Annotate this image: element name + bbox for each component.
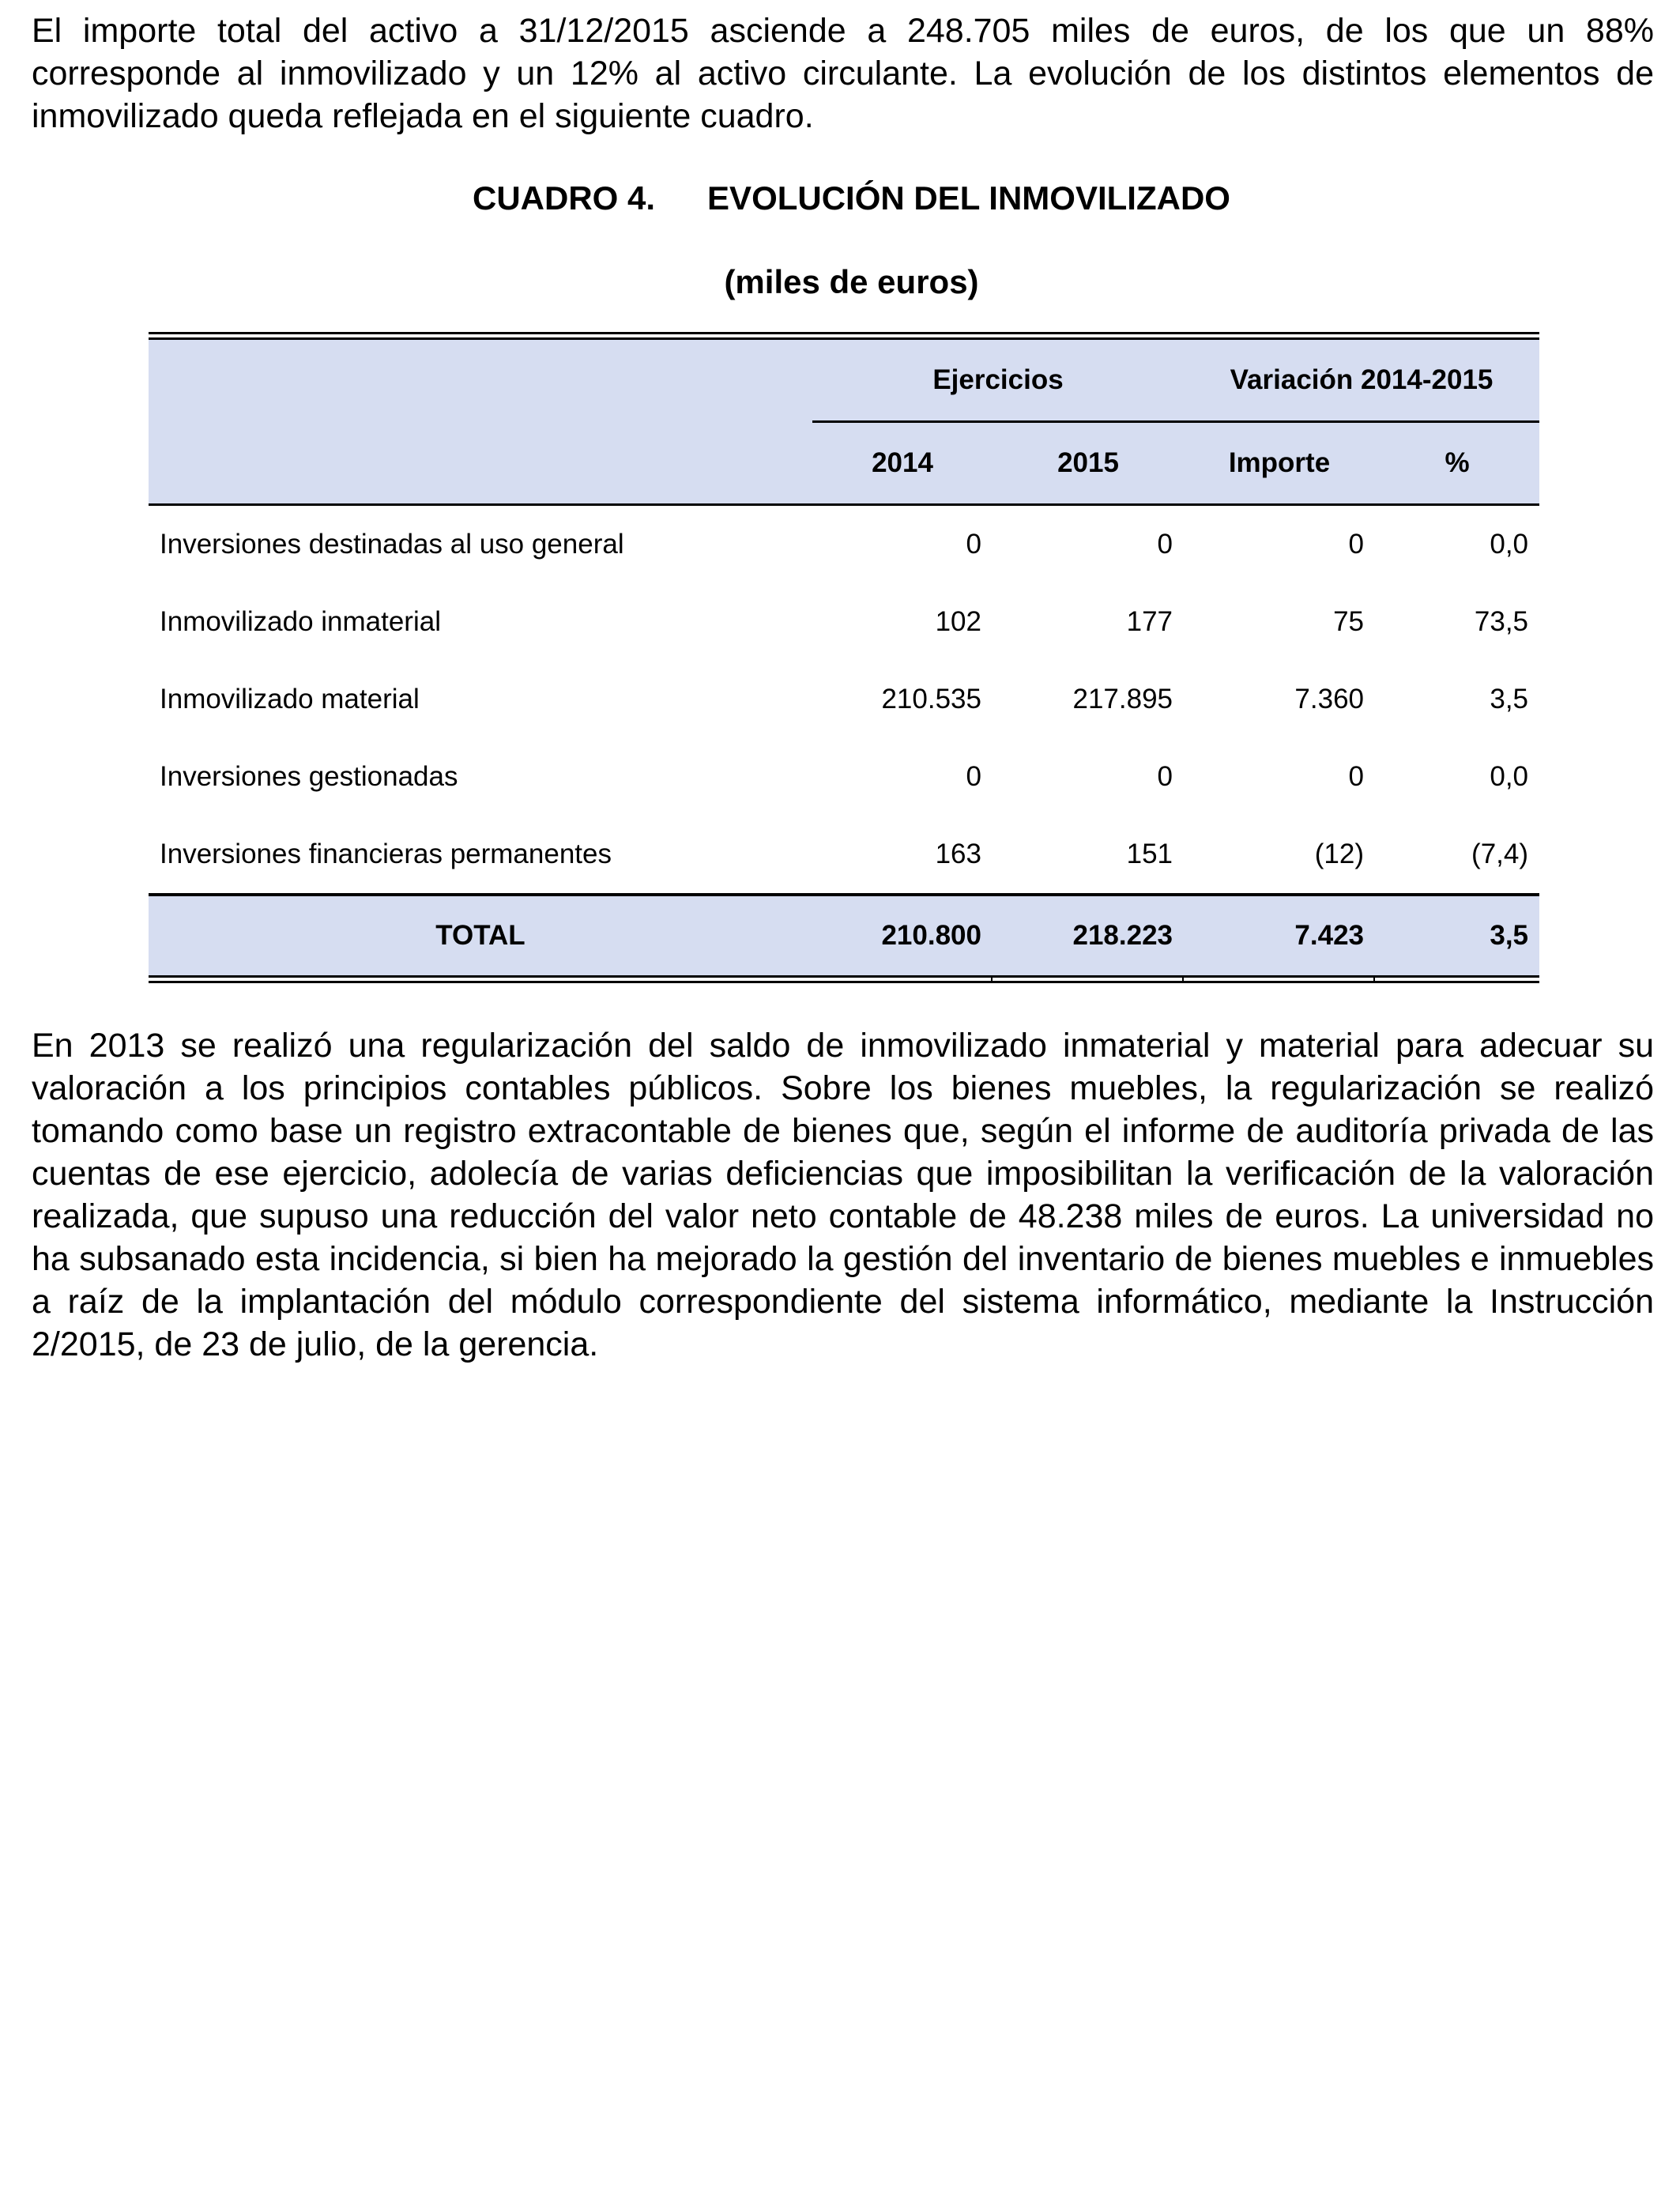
cell-importe: 7.360	[1294, 684, 1365, 714]
table-row	[149, 816, 1539, 895]
cell-2015: 177	[1126, 606, 1173, 637]
cell-2014: 0	[966, 529, 981, 560]
cell-percent: 0,0	[1490, 761, 1529, 792]
cell-2014: 0	[966, 761, 981, 792]
header-col-percent: %	[1375, 422, 1539, 505]
row-label: Inmovilizado inmaterial	[160, 606, 441, 637]
table-caption-title: EVOLUCIÓN DEL INMOVILIZADO	[707, 179, 1230, 217]
document-page	[32, 9, 1654, 1366]
cell-importe: 0	[1348, 761, 1365, 792]
closing-paragraph: En 2013 se realizó una regularización del saldo de inmovilizado inmaterial y material para adecuar su valoración a los principios contables públicos. Sobre los bienes muebles, la regularización se realizó tomando como base un registro extracontable de bienes que, según el informe de auditoría privada de las cuentas de ese ejercicio, adolecía de varias deficiencias que imposibilitan la verificación de la valoración realizada, que supuso una reducción del valor neto contable de 48.238 miles de euros. La universidad no ha subsanado esta incidencia, si bien ha mejorado la gestión del inventario de bienes muebles e inmuebles a raíz de la implantación del módulo correspondiente del sistema informático, mediante la Instrucción 2/2015, de 23 de julio, de la gerencia.	[32, 1027, 1654, 1363]
cell-2015: 217.895	[1072, 684, 1173, 714]
total-2015: 218.223	[993, 895, 1184, 975]
table-caption-number: CUADRO 4.	[473, 179, 656, 217]
cell-2015: 0	[1157, 761, 1173, 792]
cell-2015: 151	[1126, 839, 1173, 869]
fixed-assets-grid	[149, 340, 1539, 975]
row-label: Inmovilizado material	[160, 684, 420, 714]
cell-importe: (12)	[1314, 839, 1365, 869]
header-blank	[149, 340, 812, 505]
total-row	[149, 895, 1539, 975]
header-exercises: Ejercicios	[812, 340, 1184, 422]
row-label: Inversiones financieras permanentes	[160, 839, 612, 869]
cell-2015: 0	[1157, 529, 1173, 560]
bottom-column-tick	[991, 975, 993, 983]
table-row	[149, 583, 1539, 661]
cell-percent: 73,5	[1474, 606, 1529, 637]
cell-importe: 0	[1348, 529, 1365, 560]
total-label: TOTAL	[149, 895, 812, 975]
fixed-assets-table	[149, 332, 1539, 983]
header-row-groups	[149, 340, 1539, 422]
table-bottom-rule	[149, 975, 1539, 983]
row-label: Inversiones gestionadas	[160, 761, 458, 792]
cell-percent: 3,5	[1490, 684, 1529, 714]
header-col-importe: Importe	[1184, 422, 1375, 505]
table-caption	[32, 179, 1654, 218]
cell-percent: (7,4)	[1471, 839, 1529, 869]
header-col-2014: 2014	[812, 422, 993, 505]
cell-2014: 163	[935, 839, 981, 869]
table-row	[149, 738, 1539, 816]
table-row	[149, 661, 1539, 738]
cell-2014: 210.535	[881, 684, 981, 714]
table-units: (miles de euros)	[724, 263, 979, 300]
total-importe: 7.423	[1184, 895, 1375, 975]
cell-percent: 0,0	[1490, 529, 1529, 560]
bottom-column-tick	[1373, 975, 1375, 983]
row-label: Inversiones destinadas al uso general	[160, 529, 624, 560]
table-top-rule	[149, 332, 1539, 340]
intro-paragraph: El importe total del activo a 31/12/2015 asciende a 248.705 miles de euros, de los que un 88% corresponde al inmovilizado y un 12% al activo circulante. La evolución de los distintos elementos de inmovilizado queda reflejada en el siguiente cuadro.	[32, 12, 1654, 135]
table-row	[149, 505, 1539, 584]
header-variation: Variación 2014-2015	[1184, 340, 1539, 422]
total-percent: 3,5	[1375, 895, 1539, 975]
bottom-column-tick	[1182, 975, 1184, 983]
cell-importe: 75	[1333, 606, 1365, 637]
cell-2014: 102	[935, 606, 981, 637]
total-2014: 210.800	[812, 895, 993, 975]
header-col-2015: 2015	[993, 422, 1184, 505]
